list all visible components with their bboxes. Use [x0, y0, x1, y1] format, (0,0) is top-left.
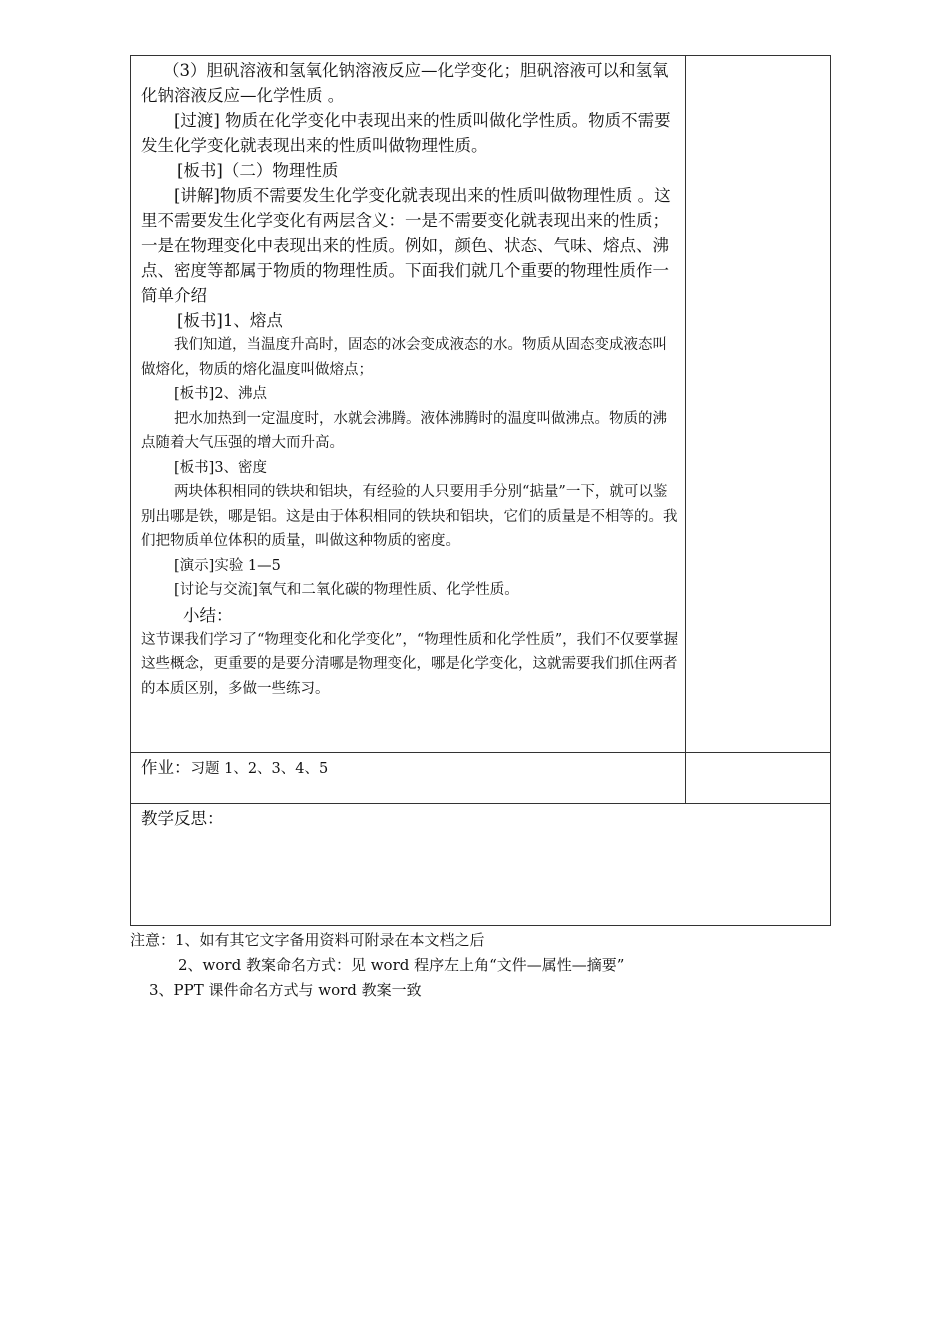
heading-physical-property: [板书]（二）物理性质: [177, 161, 339, 180]
paragraph-chemical-change: （3）胆矾溶液和氢氧化钠溶液反应—化学变化；胆矾溶液可以和氢氧化钠溶液反应—化学性质 。: [141, 61, 669, 105]
note-line-1: 注意：1、如有其它文字备用资料可附录在本文档之后: [130, 931, 485, 949]
footer-notes: [130, 928, 830, 1003]
reflection-label: 教学反思：: [141, 809, 224, 828]
homework-value: 习题 1、2、3、4、5: [190, 761, 329, 777]
heading-melting-point: [板书]1、熔点: [177, 311, 283, 330]
paragraph-transition: [过渡] 物质在化学变化中表现出来的性质叫做化学性质。物质不需要发生化学变化就表现出来的性质叫做物理性质。: [141, 111, 671, 155]
content-row: [131, 56, 831, 753]
heading-density: [板书]3、密度: [174, 459, 268, 476]
homework: [131, 753, 685, 781]
paragraph-melting-point: 我们知道，当温度升高时，固态的冰会变成液态的水。物质从固态变成液态叫做熔化，物质的熔化温度叫做熔点；: [141, 337, 667, 378]
summary-text: 这节课我们学习了“物理变化和化学变化”，“物理性质和化学性质”，我们不仅要掌握这些概念，更重要的是要分清哪是物理变化，哪是化学变化，这就需要我们抓住两者的本质区别，多做一些练习。: [141, 631, 679, 697]
discussion: [讨论与交流]氧气和二氧化碳的物理性质、化学性质。: [174, 582, 519, 598]
paragraph-explanation: [讲解]物质不需要发生化学变化就表现出来的性质叫做物理性质 。这里不需要发生化学变化有两层含义：一是不需要变化就表现出来的性质；一是在物理变化中表现出来的性质。例如，颜色、状态、气味、熔点、沸点、密度等都属于物质的物理性质。下面我们就几个重要的物理性质作一简单介绍: [141, 186, 671, 305]
homework-side-cell: [686, 753, 831, 804]
reflection-cell: [131, 804, 831, 926]
heading-boiling-point: [板书]2、沸点: [174, 386, 268, 402]
summary-heading: 小结：: [183, 605, 233, 625]
lesson-content-cell: [131, 56, 686, 753]
side-notes-cell: [686, 56, 831, 753]
homework-cell: [131, 753, 686, 804]
note-line-2: 2、word 教案命名方式：见 word 程序左上角“文件—属性—摘要”: [178, 956, 625, 974]
lesson-plan-table: [130, 55, 831, 926]
paragraph-density: 两块体积相同的铁块和铝块，有经验的人只要用手分别“掂量”一下，就可以鉴别出哪是铁，哪是铝。这是由于体积相同的铁块和铝块，它们的质量是不相等的。我们把物质单位体积的质量，叫做这种物质的密度。: [141, 484, 678, 549]
homework-label: 作业：: [141, 758, 191, 777]
homework-row: [131, 753, 831, 804]
lesson-content: [131, 56, 685, 701]
paragraph-boiling-point: 把水加热到一定温度时，水就会沸腾。液体沸腾时的温度叫做沸点。物质的沸点随着大气压强的增大而升高。: [141, 410, 667, 451]
reflection-row: [131, 804, 831, 926]
note-line-3: 3、PPT 课件命名方式与 word 教案一致: [149, 981, 422, 999]
demo-experiment: [演示]实验 1—5: [174, 557, 281, 574]
